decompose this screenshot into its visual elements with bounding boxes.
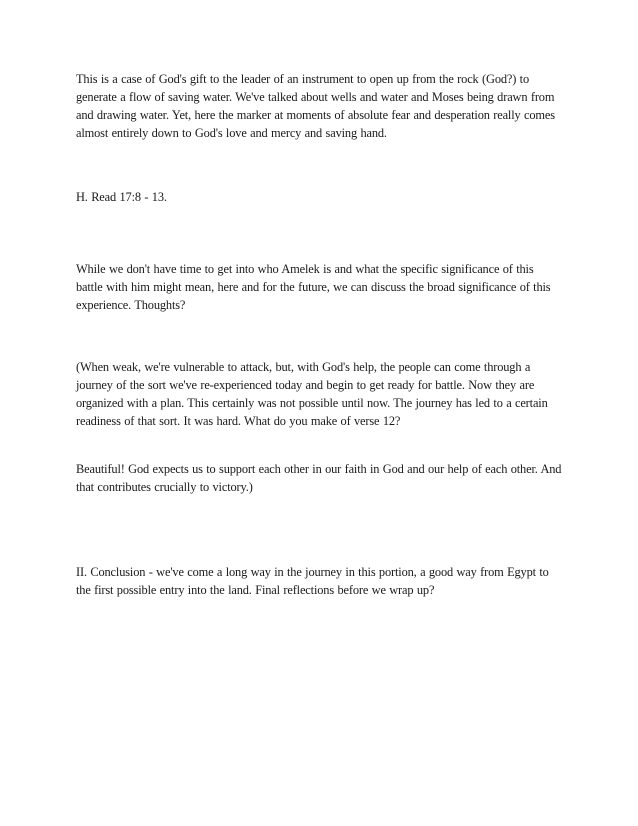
paragraph-read-instruction: H. Read 17:8 - 13. xyxy=(76,190,167,204)
paragraph-amelek-discussion: While we don't have time to get into who Amelek is and what the specific significance of this battle with him might mean, here and for the future, we can discuss the broad significance of this experience. Thoughts? xyxy=(76,262,551,312)
paragraph-support-each-other: Beautiful! God expects us to support each other in our faith in God and our help of each other. And that contributes crucially to victory.) xyxy=(76,462,562,494)
paragraph-readiness: (When weak, we're vulnerable to attack, but, with God's help, the people can come through a journey of the sort we've re-experienced today and begin to get ready for battle. Now they are organized with a plan. This certainly was not possible until now. The journey has led to a certain readiness of that sort. It was hard. What do you make of verse 12? xyxy=(76,360,548,428)
paragraph-conclusion: II. Conclusion - we've come a long way in the journey in this portion, a good way from Egypt to the first possible entry into the land. Final reflections before we wrap up? xyxy=(76,565,549,597)
paragraph-gift-of-water: This is a case of God's gift to the leader of an instrument to open up from the rock (God?) to generate a flow of saving water. We've talked about wells and water and Moses being drawn from and drawing water. Yet, here the marker at moments of absolute fear and desperation really comes almost entirely down to God's love and mercy and saving hand. xyxy=(76,72,555,140)
